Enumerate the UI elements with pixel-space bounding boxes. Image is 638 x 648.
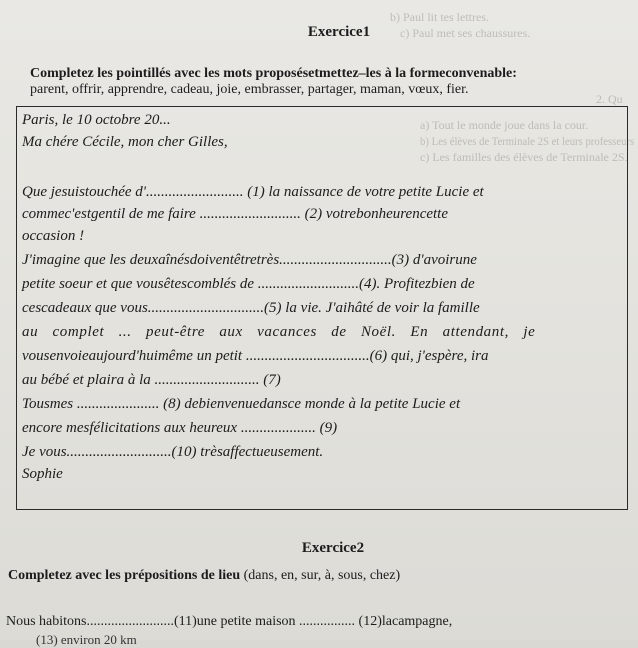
word-list: parent, offrir, apprendre, cadeau, joie, embrasser, partager, maman, vœux, fier. [30,82,469,97]
letter-line: au bébé et plaira à la ............................ (7) [22,372,281,388]
letter-line: Que jesuistouchée d'.......................... (1) la naissance de votre petite Lucie et [22,184,484,200]
letter-line: encore mesfélicitations aux heureux .................... (9) [22,420,338,436]
letter-line: petite soeur et que vousêtescomblés de ...........................(4). Profitezbien de [22,276,475,292]
letter-line: commec'estgentil de me faire ........................... (2) votrebonheurencette [22,206,448,222]
letter-line: Tousmes ...................... (8) debienvenuedansce monde à la petite Lucie et [22,396,461,412]
exercise1-instruction [30,66,630,98]
letter-line: cescadeaux que vous...............................(5) la vie. J'aihâté de voir la famille [22,300,480,316]
letter-signature: Sophie [22,466,63,482]
exercise2-title: Exercice2 [301,540,365,556]
instruction-bold: Completez les pointillés avec les mots proposésetmettez–les à la formeconvenable [30,66,513,81]
bleed-through-text: b) Paul lit tes lettres. [390,10,489,24]
bleed-through-text: c) Les familles des élèves de Terminale 2S. [420,150,628,164]
bleed-through-text: a) Tout le monde joue dans la cour. [420,118,589,132]
exercise2-instruction [8,568,400,584]
letter-line: Paris, le 10 octobre 20... [22,112,171,128]
letter-line: J'imagine que les deuxaînésdoiventêtretrès..............................(3) d'avoirune [22,252,477,268]
instruction-rest: (dans, en, sur, à, sous, chez) [243,568,401,583]
letter-line: au complet ... peut-être aux vacances de Noël. En attendant, je [22,324,536,340]
letter-line: Je vous............................(10) trèsaffectueusement. [22,444,324,460]
exercise1-title: Exercice1 [307,24,371,40]
letter-line: occasion ! [22,228,85,244]
exercise2-line: Nous habitons.........................(11)une petite maison ................ (12)lacampagne, [6,614,453,629]
bleed-through-text: c) Paul met ses chaussures. [400,26,531,40]
bleed-through-text: b) Les élèves de Terminale 2S et leurs professeurs [420,134,635,148]
instruction-colon: : [512,66,517,81]
letter-line: Ma chére Cécile, mon cher Gilles, [22,134,228,150]
bleed-through-text: 2. Qu [596,92,623,106]
letter-line: vousenvoieaujourd'huimême un petit .................................(6) qui, j'espère, ira [22,348,489,364]
instruction-bold: Completez avec les prépositions de lieu [8,568,241,583]
exercise2-line: (13) environ 20 km [36,632,137,647]
